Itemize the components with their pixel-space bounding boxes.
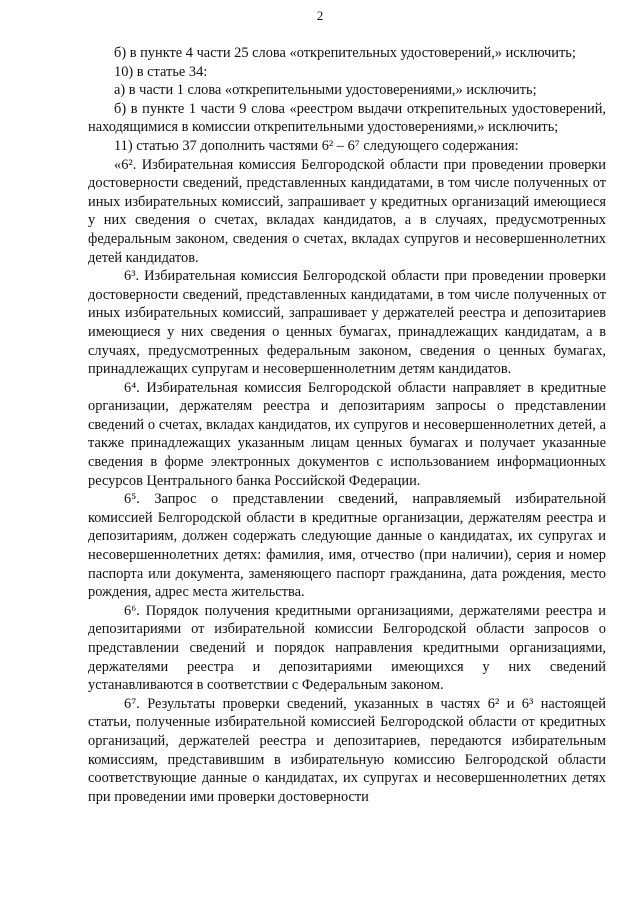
paragraph-p9: 6⁵. Запрос о представлении сведений, направляемый избирательной комиссией Белгородской области в кредитные организации, держателям реестра и депозитариям, должен содержать следующие данные о кандидатах, их супругах и несовершеннолетних детях: фамилия, имя, отчество (при наличии), серия и номер паспорта или документа, заменяющего паспорт гражданина, дата рождения, место рождения, адрес места жительства. [88,491,606,601]
paragraph-p5: 11) статью 37 дополнить частями 6² – 6⁷ следующего содержания: [114,137,519,154]
paragraph-p2: 10) в статье 34: [114,63,208,80]
paragraph-p3: а) в части 1 слова «открепительными удостоверениями,» исключить; [114,82,537,99]
paragraph-p11: 6⁷. Результаты проверки сведений, указанных в частях 6² и 6³ настоящей статьи, полученные избирательной комиссией Белгородской области от кредитных организаций, держателей реестра и депозитариев, передаются избирательным комиссиям, представившим в избирательную комиссию Белгородской области соответствующие данные о кандидатах, их супругах и несовершеннолетних детях при проведении ими проверки достоверности [88,695,606,805]
paragraph-p4: б) в пункте 1 части 9 слова «реестром выдачи открепительных удостоверений, находящимися в комиссии открепительными удостоверениями,» исключить; [88,100,606,136]
paragraph-p10: 6⁶. Порядок получения кредитными организациями, держателями реестра и депозитариями от избирательной комиссии Белгородской области запросов о представлении сведений и порядок направления кредитными организациями, держателями реестра и депозитариями имеющихся у них сведений устанавливаются в соответствии с Федеральным законом. [88,602,606,694]
paragraph-p7: 6³. Избирательная комиссия Белгородской области при проведении проверки достоверности сведений, представленных кандидатами, в том числе полученных от иных избирательных комиссий, запрашивает у держателей реестра и депозитариев имеющиеся у них сведения о ценных бумагах, принадлежащих кандидатам, а в случаях, предусмотренных федеральным законом, сведения о ценных бумагах, принадлежащих супругам и несовершеннолетним детям кандидатов. [88,268,606,378]
paragraph-p1: б) в пункте 4 части 25 слова «открепительных удостоверений,» исключить; [114,45,576,61]
paragraph-p6: «6². Избирательная комиссия Белгородской области при проведении проверки достоверности сведений, представленных кандидатами, в том числе полученных от иных избирательных комиссий, запрашивает у кредитных организаций имеющиеся у них сведения о счетах, вкладах кандидатов, а в случаях, предусмотренных федеральным законом, сведения о счетах, вкладах супругов и несовершеннолетних детей кандидатов. [88,156,606,266]
document-body [88,44,606,806]
paragraph-p8: 6⁴. Избирательная комиссия Белгородской области направляет в кредитные организации, держателям реестра и депозитариям запросы о представлении сведений о счетах, вкладах кандидатов, их супругов и несовершеннолетних детей, а также принадлежащих указанным лицам ценных бумагах и получает указанные сведения в форме электронных документов с использованием информационных ресурсов Центрального банка Российской Федерации. [88,379,606,489]
page-number: 2 [316,8,324,23]
